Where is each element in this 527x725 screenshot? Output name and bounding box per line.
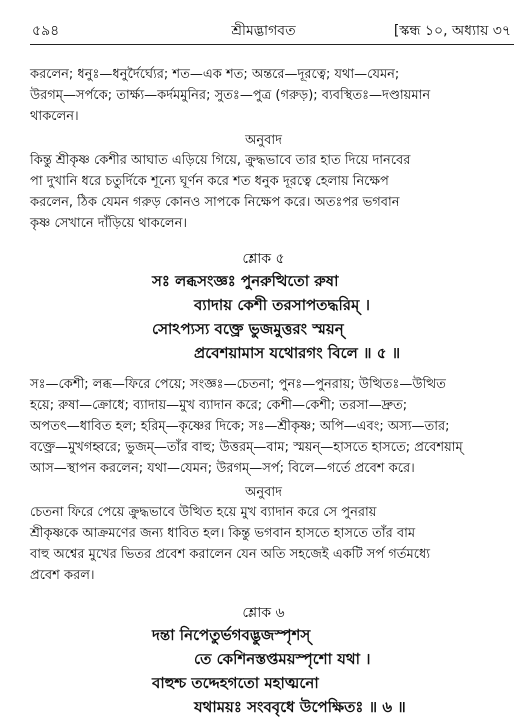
- translation-heading: অনুবাদ: [245, 133, 282, 148]
- translation-line: বাহু অশ্বের মুখের ভিতর প্রবেশ করালেন যেন অতি সহজেই একটি সর্প গর্তমধ্যে: [30, 547, 431, 562]
- translation-line: কিন্তু শ্রীকৃষ্ণ কেশীর আঘাত এড়িয়ে গিয়ে, ক্রুদ্ধভাবে তার হাত দিয়ে দানবের: [30, 153, 411, 168]
- translation-line: পা দুখানি ধরে চতুর্দিকে শূন্যে ঘূর্ণন করে শত ধনুক দূরত্বে হেলায় নিক্ষেপ: [30, 174, 389, 189]
- page-number: ৫৯৪: [32, 23, 60, 39]
- shloka-heading: শ্লোক ৬: [242, 605, 285, 621]
- synonym-line: হয়ে; রুষা—ক্রোধে; ব্যাদায়—মুখ ব্যাদান করে; কেশী—কেশী; তরসা—দ্রুত;: [30, 398, 408, 413]
- verse-line: যথাময়ঃ সংববৃধে উপেক্ষিতঃ ॥ ৬ ॥: [194, 698, 406, 716]
- translation-heading: অনুবাদ: [245, 485, 282, 500]
- synonym-line: সঃ—কেশী; লব্ধ—ফিরে পেয়ে; সংজ্ঞঃ—চেতনা; পুনঃ—পুনরায়; উত্থিতঃ—উত্থিত: [30, 377, 446, 392]
- synonym-line: থাকলেন।: [30, 109, 79, 124]
- synonym-line: করলেন; ধনুঃ—ধনুর্দৈর্ঘ্যের; শত—এক শত; অন্তরে—দূরত্বে; যথা—যেমন;: [30, 67, 400, 82]
- translation-line: কৃষ্ণ সেখানে দাঁড়িয়ে থাকলেন।: [30, 216, 188, 231]
- verse-line: সোঽপ্যস্য বক্ত্রে ভুজমুত্তরং স্ময়ন্: [152, 320, 344, 338]
- synonym-line: উরগম্—সর্পকে; তার্ক্ষ্য—কর্দমমুনির; সুতঃ—পুত্র (গরুড়); ব্যবস্থিতঃ—দণ্ডায়মান: [30, 88, 431, 103]
- translation-line: শ্রীকৃষ্ণকে আক্রমণের জন্য ধাবিত হল। কিন্তু ভগবান হাসতে হাসতে তাঁর বাম: [30, 526, 416, 541]
- verse-line: বাহুশ্চ তদ্দেহগতো মহাত্মনো: [152, 674, 319, 692]
- verse-line: তে কেশিনস্তপ্তময়স্পৃশো যথা ।: [194, 650, 371, 668]
- synonym-line: অপতৎ—ধাবিত হল; হরিম্—কৃষ্ণের দিকে; সঃ—শ্রীকৃষ্ণ; অপি—এবং; অস্য—তার;: [30, 419, 450, 434]
- verse-line: দন্তা নিপেতুর্ভগবদ্ভুজস্পৃশস্: [152, 626, 311, 644]
- verse-line: প্রবেশয়ামাস যথোরগং বিলে ॥ ৫ ॥: [194, 344, 401, 362]
- shloka-heading: শ্লোক ৫: [242, 251, 285, 267]
- running-title: শ্রীমদ্ভাগবত: [231, 23, 296, 39]
- verse-line: সঃ লব্ধসংজ্ঞঃ পুনরুত্থিতো রুষা: [152, 272, 339, 290]
- translation-line: করলেন, ঠিক যেমন গরুড় কোনও সাপকে নিক্ষেপ করে। অতঃপর ভগবান: [30, 195, 400, 210]
- header-rule: [30, 44, 514, 45]
- chapter-reference: [স্কন্ধ ১০, অধ্যায় ৩৭: [393, 23, 511, 39]
- synonym-line: আস—স্থাপন করলেন; যথা—যেমন; উরগম্—সর্প; বিলে—গর্তে প্রবেশ করে।: [30, 461, 415, 476]
- translation-line: চেতনা ফিরে পেয়ে ক্রুদ্ধভাবে উত্থিত হয়ে মুখ ব্যাদান করে সে পুনরায়: [30, 505, 377, 520]
- verse-line: ব্যাদায় কেশী তরসাপতদ্ধরিম্ ।: [194, 296, 370, 314]
- synonym-line: বক্ত্রে—মুখগহ্বরে; ভুজম্—তাঁর বাহু; উত্তরম্—বাম; স্ময়ন্—হাসতে হাসতে; প্রবেশয়াম্: [30, 440, 463, 455]
- translation-line: প্রবেশ করল।: [30, 568, 95, 583]
